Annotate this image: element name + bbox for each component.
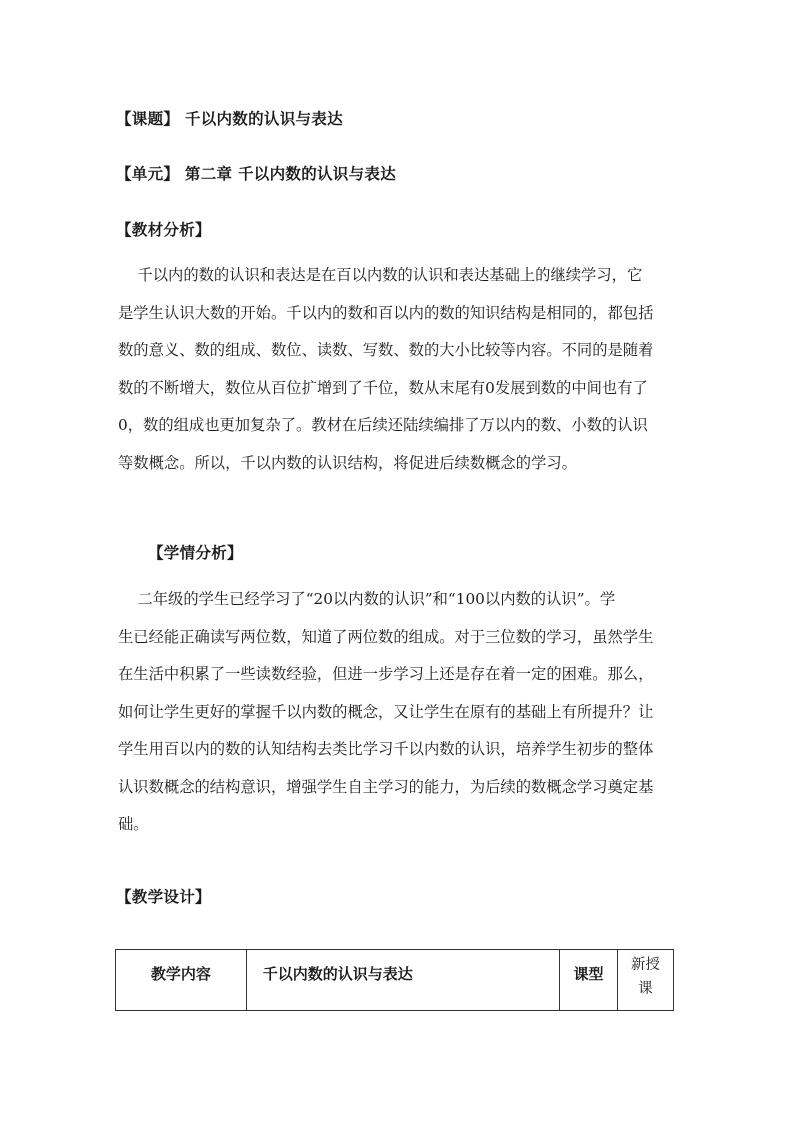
type-label: 课型 xyxy=(573,965,604,983)
learner-analysis-paragraph xyxy=(118,581,678,844)
paragraph-line: 0，数的组成也更加复杂了。教材在后续还陆续编排了万以内的数、小数的认识 xyxy=(118,416,648,434)
teaching-design-heading: 【教学设计】 xyxy=(116,887,211,906)
paragraph-line: 在生活中积累了一些读数经验，但进一步学习上还是存在着一定的困难。那么， xyxy=(118,665,654,683)
content-label: 教学内容 xyxy=(150,965,211,983)
paragraph-line: 千以内的数的认识和表达是在百以内数的认识和表达基础上的继续学习，它 xyxy=(118,266,643,284)
type-value xyxy=(618,953,673,1001)
paragraph-line: 如何让学生更好的掌握千以内数的概念，又让学生在原有的基础上有所提升？让 xyxy=(118,702,654,721)
paragraph-line: 学生用百以内的数的认知结构去类比学习千以内数的认识，培养学生初步的整体 xyxy=(118,740,654,758)
type-value-line1: 新授 xyxy=(630,957,660,973)
content-label-cell xyxy=(116,950,247,1011)
paragraph-line: 础。 xyxy=(118,815,149,833)
paragraph-line: 数的意义、数的组成、数位、读数、写数、数的大小比较等内容。不同的是随着 xyxy=(118,341,654,359)
content-value: 千以内数的认识与表达 xyxy=(262,965,413,983)
material-analysis-heading: 【教材分析】 xyxy=(116,220,211,239)
paragraph-line: 二年级的学生已经学习了“20以内数的认识”和“100以内数的认识”。学 xyxy=(118,590,616,608)
table-row xyxy=(116,950,674,1011)
learner-analysis-heading: 【学情分析】 xyxy=(148,543,243,562)
type-label-cell xyxy=(560,950,617,1011)
type-value-cell xyxy=(617,950,673,1011)
paragraph-line: 认识数概念的结构意识，增强学生自主学习的能力，为后续的数概念学习奠定基 xyxy=(118,777,654,796)
topic-heading: 【课题】 千以内数的认识与表达 xyxy=(116,109,343,128)
paragraph-line: 等数概念。所以，千以内数的认识结构，将促进后续数概念的学习。 xyxy=(118,453,577,472)
type-value-line2: 课 xyxy=(638,981,653,997)
material-analysis-paragraph xyxy=(118,257,678,482)
paragraph-line: 生已经能正确读写两位数，知道了两位数的组成。对于三位数的学习，虽然学生 xyxy=(118,627,654,646)
teaching-design-table xyxy=(115,949,674,1011)
unit-heading: 【单元】 第二章 千以内数的认识与表达 xyxy=(116,164,396,183)
paragraph-line: 数的不断增大，数位从百位扩增到了千位，数从末尾有0发展到数的中间也有了 xyxy=(118,378,648,397)
paragraph-line: 是学生认识大数的开始。千以内的数和百以内的数的知识结构是相同的，都包括 xyxy=(118,303,654,322)
content-value-cell xyxy=(246,950,560,1011)
